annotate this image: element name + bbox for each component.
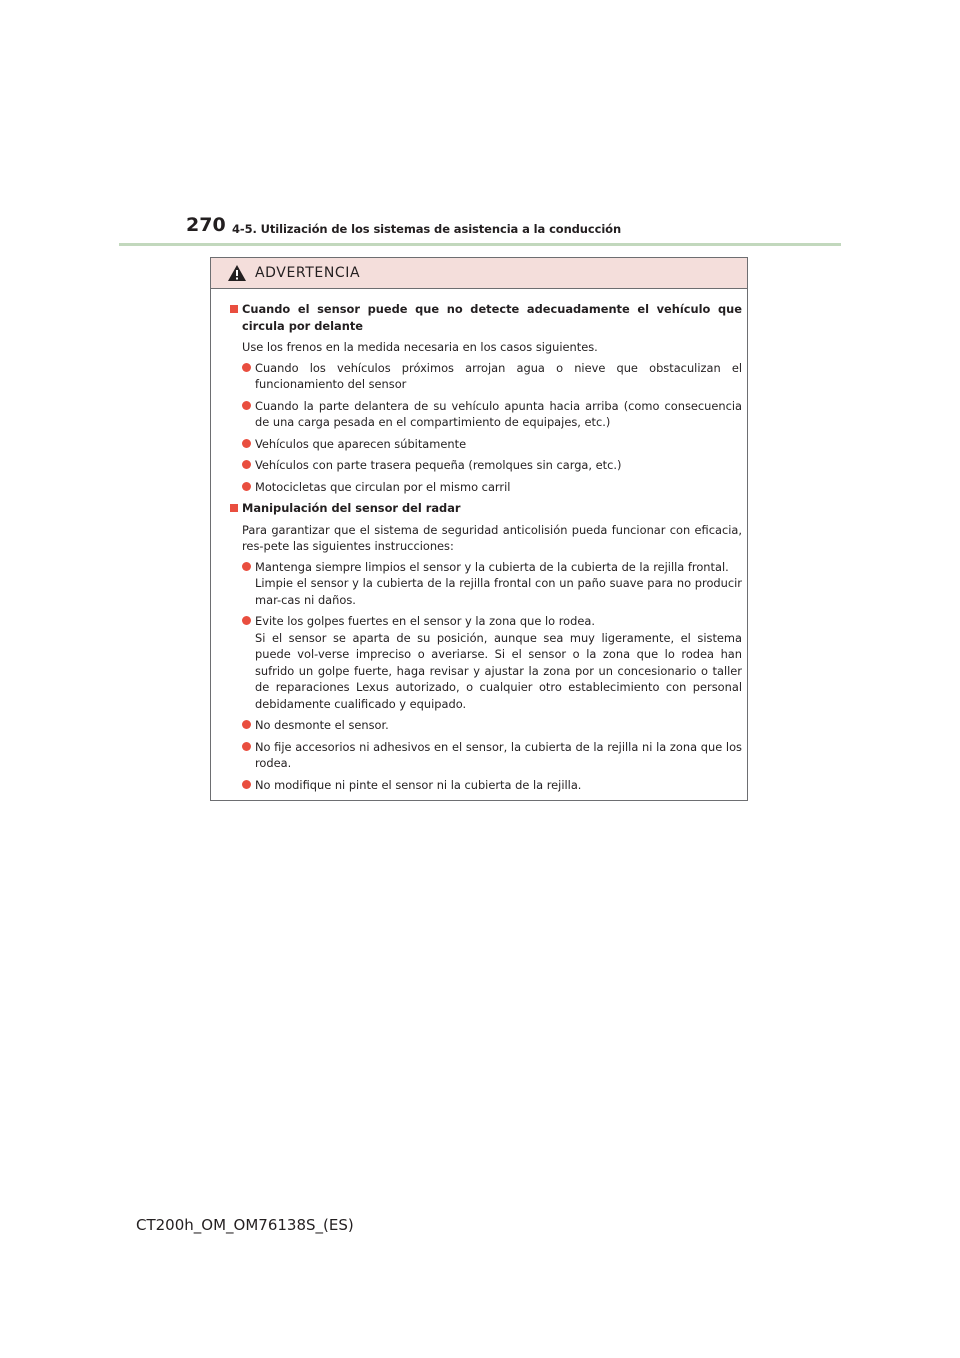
circle-bullet-icon	[242, 439, 251, 448]
list-item-line: Mantenga siempre limpios el sensor y la cubierta de la cubierta de la rejilla frontal.	[255, 559, 729, 574]
list-item	[228, 398, 742, 431]
circle-bullet-icon	[242, 482, 251, 491]
section-title: 4-5. Utilización de los sistemas de asistencia a la conducción	[232, 222, 622, 236]
square-bullet-icon	[230, 305, 238, 313]
list-item-text: No fije accesorios ni adhesivos en el sensor, la cubierta de la rejilla ni la zona que los rodea.	[255, 739, 742, 770]
list-item	[228, 613, 742, 712]
circle-bullet-icon	[242, 460, 251, 469]
page-number: 270	[186, 214, 226, 236]
list-item-line: Limpie el sensor y la cubierta de la rejilla frontal con un paño suave para no producir mar-cas ni daños.	[255, 576, 742, 607]
list-item-text: Vehículos que aparecen súbitamente	[255, 436, 467, 451]
list-item-text	[255, 559, 742, 609]
list-item	[228, 739, 742, 772]
circle-bullet-icon	[242, 562, 251, 571]
square-bullet-icon	[230, 504, 238, 512]
list-item-text: Motocicletas que circulan por el mismo carril	[255, 479, 511, 494]
list-item	[228, 717, 742, 734]
section-heading-text: Cuando el sensor puede que no detecte adecuadamente el vehículo que circula por delante	[242, 302, 742, 333]
section-heading	[228, 301, 742, 334]
list-item-line: Evite los golpes fuertes en el sensor y la zona que lo rodea.	[255, 614, 595, 628]
list-item	[228, 360, 742, 393]
circle-bullet-icon	[242, 401, 251, 410]
circle-bullet-icon	[242, 363, 251, 372]
list-item-text: Cuando la parte delantera de su vehículo apunta hacia arriba (como consecuencia de una carga pesada en el compartimiento de equipajes, etc.)	[255, 398, 742, 429]
header-divider	[119, 243, 841, 246]
list-item	[228, 436, 742, 453]
section-heading-text: Manipulación del sensor del radar	[242, 501, 461, 515]
list-item-text: Cuando los vehículos próximos arrojan agua o nieve que obstaculizan el funcionamiento del sensor	[255, 360, 742, 391]
warning-header	[211, 258, 747, 289]
circle-bullet-icon	[242, 720, 251, 729]
section-intro: Use los frenos en la medida necesaria en los casos siguientes.	[242, 340, 598, 354]
warning-title: ADVERTENCIA	[255, 265, 361, 281]
warning-box	[210, 257, 748, 801]
page-header	[0, 0, 960, 250]
list-item	[228, 777, 742, 794]
warning-body	[211, 289, 747, 793]
list-item-line: Si el sensor se aparta de su posición, aunque sea muy ligeramente, el sistema puede vol-verse impreciso o averiarse. Si el sensor o la zona que lo rodea han sufrido un golpe fuerte, haga revisar y ajustar la zona por un concesionario o taller de reparaciones Lexus autorizado, o cualquier otro establecimiento con personal debidamente cualificado y equipado.	[255, 630, 742, 711]
document-code: CT200h_OM_OM76138S_(ES)	[136, 1216, 354, 1234]
circle-bullet-icon	[242, 742, 251, 751]
list-item	[228, 559, 742, 609]
list-item	[228, 457, 742, 474]
section-intro: Para garantizar que el sistema de seguridad anticolisión pueda funcionar con eficacia, res-pete las siguientes instrucciones:	[242, 522, 742, 553]
list-item-text: Vehículos con parte trasera pequeña (remolques sin carga, etc.)	[255, 458, 622, 472]
list-item-text: No modifique ni pinte el sensor ni la cubierta de la rejilla.	[255, 777, 582, 792]
circle-bullet-icon	[242, 780, 251, 789]
warning-triangle-icon	[227, 264, 247, 282]
list-item-text: No desmonte el sensor.	[255, 718, 389, 732]
circle-bullet-icon	[242, 616, 251, 625]
list-item-text	[255, 613, 742, 712]
list-item	[228, 479, 742, 496]
section-heading	[228, 500, 742, 517]
